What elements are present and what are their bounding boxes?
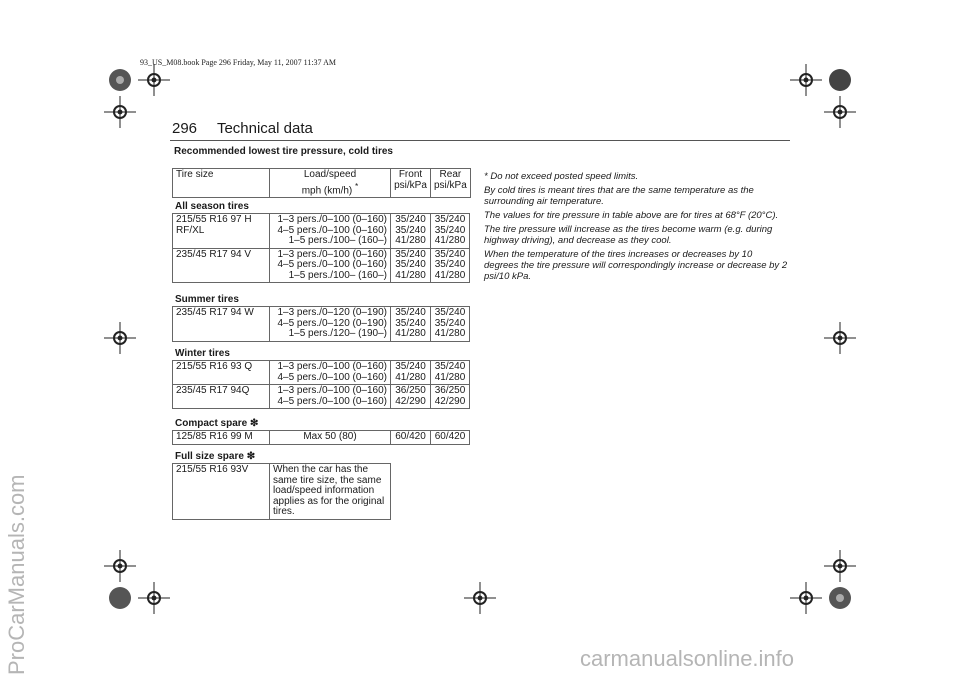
category-full-size-spare: Full size spare ❇ (175, 451, 256, 462)
table-row: 235/45 R17 94Q 1–3 pers./0–100 (0–160) 4–5 pers./0–100 (0–160) 36/250 42/290 36/250 42/290 (173, 385, 470, 409)
tire-table-header (172, 168, 471, 198)
category-compact-spare: Compact spare ❇ (175, 418, 259, 429)
crosshair-icon (790, 582, 822, 614)
section-title: Recommended lowest tire pressure, cold tires (174, 146, 393, 157)
table-row: 235/45 R17 94 V 1–3 pers./0–100 (0–160) 4–5 pers./0–100 (0–160) 1–5 pers./100– (160–) 35/240 35/240 41/280 35/240 35/240 41/280 (173, 248, 470, 283)
crosshair-icon (824, 550, 856, 582)
note-paragraph: By cold tires is meant tires that are the same temperature as the surrounding air temperature. (484, 185, 754, 207)
category-summer: Summer tires (175, 294, 239, 305)
bottom-watermark: carmanualsonline.info (580, 646, 795, 671)
page-title: Technical data (216, 120, 313, 137)
note-paragraph: The values for tire pressure in table above are for tires at 68°F (20°C). (484, 210, 779, 221)
registration-mark-icon (104, 582, 136, 614)
tire-table-winter (172, 360, 470, 409)
crosshair-icon (464, 582, 496, 614)
header-load-speed: Load/speed mph (km/h) * (270, 169, 391, 198)
table-row: 215/55 R16 93V When the car has the same tire size, the same load/speed information applies as for the original tires. (173, 464, 391, 520)
notes-column (484, 171, 789, 285)
footnote: * Do not exceed posted speed limits. (484, 171, 639, 182)
header-rear: Rear psi/kPa (431, 169, 471, 198)
registration-mark-icon (824, 582, 856, 614)
footnote-mark: * (355, 180, 359, 191)
registration-mark-icon (104, 64, 136, 96)
note-paragraph: When the temperature of the tires increases or decreases by 10 degrees the tire pressure will correspondingly increase or decrease by 2 psi/10 kPa. (484, 249, 788, 282)
print-header-line: 93_US_M08.book Page 296 Friday, May 11, 2007 11:37 AM (140, 58, 336, 67)
header-tire-size: Tire size (173, 169, 270, 198)
page-number: 296 (172, 120, 198, 137)
header-rule (170, 140, 790, 141)
note-paragraph: The tire pressure will increase as the tires become warm (e.g. during highway driving), and decrease as they cool. (484, 224, 773, 246)
crosshair-icon (104, 322, 136, 354)
registration-mark-icon (824, 64, 856, 96)
snowflake-icon: ❇ (246, 451, 256, 462)
crosshair-icon (138, 582, 170, 614)
crosshair-icon (824, 96, 856, 128)
table-row: 125/85 R16 99 M Max 50 (80) 60/420 60/420 (173, 431, 470, 445)
crosshair-icon (138, 64, 170, 96)
side-watermark: ProCarManuals.com (4, 474, 29, 675)
snowflake-icon: ❇ (250, 418, 259, 429)
crosshair-icon (104, 550, 136, 582)
table-row: 215/55 R16 93 Q 1–3 pers./0–100 (0–160) 4–5 pers./0–100 (0–160) 35/240 41/280 35/240 41/280 (173, 361, 470, 385)
category-winter: Winter tires (175, 348, 230, 359)
tire-table-all-season (172, 213, 470, 283)
header-front: Front psi/kPa (391, 169, 431, 198)
table-row: 215/55 R16 97 H RF/XL 1–3 pers./0–100 (0–160) 4–5 pers./0–100 (0–160) 1–5 pers./100– (160–) 35/240 35/240 41/280 35/240 35/240 41/280 (173, 214, 470, 249)
page-header (172, 120, 313, 137)
category-all-season: All season tires (175, 201, 249, 212)
table-row: 235/45 R17 94 W 1–3 pers./0–120 (0–190) 4–5 pers./0–120 (0–190) 1–5 pers./120– (190–) 35/240 35/240 41/280 35/240 35/240 41/280 (173, 307, 470, 342)
crosshair-icon (824, 322, 856, 354)
crosshair-icon (104, 96, 136, 128)
tire-table-full-size-spare (172, 463, 391, 520)
crosshair-icon (790, 64, 822, 96)
tire-table-summer (172, 306, 470, 342)
tire-table-compact-spare (172, 430, 470, 445)
